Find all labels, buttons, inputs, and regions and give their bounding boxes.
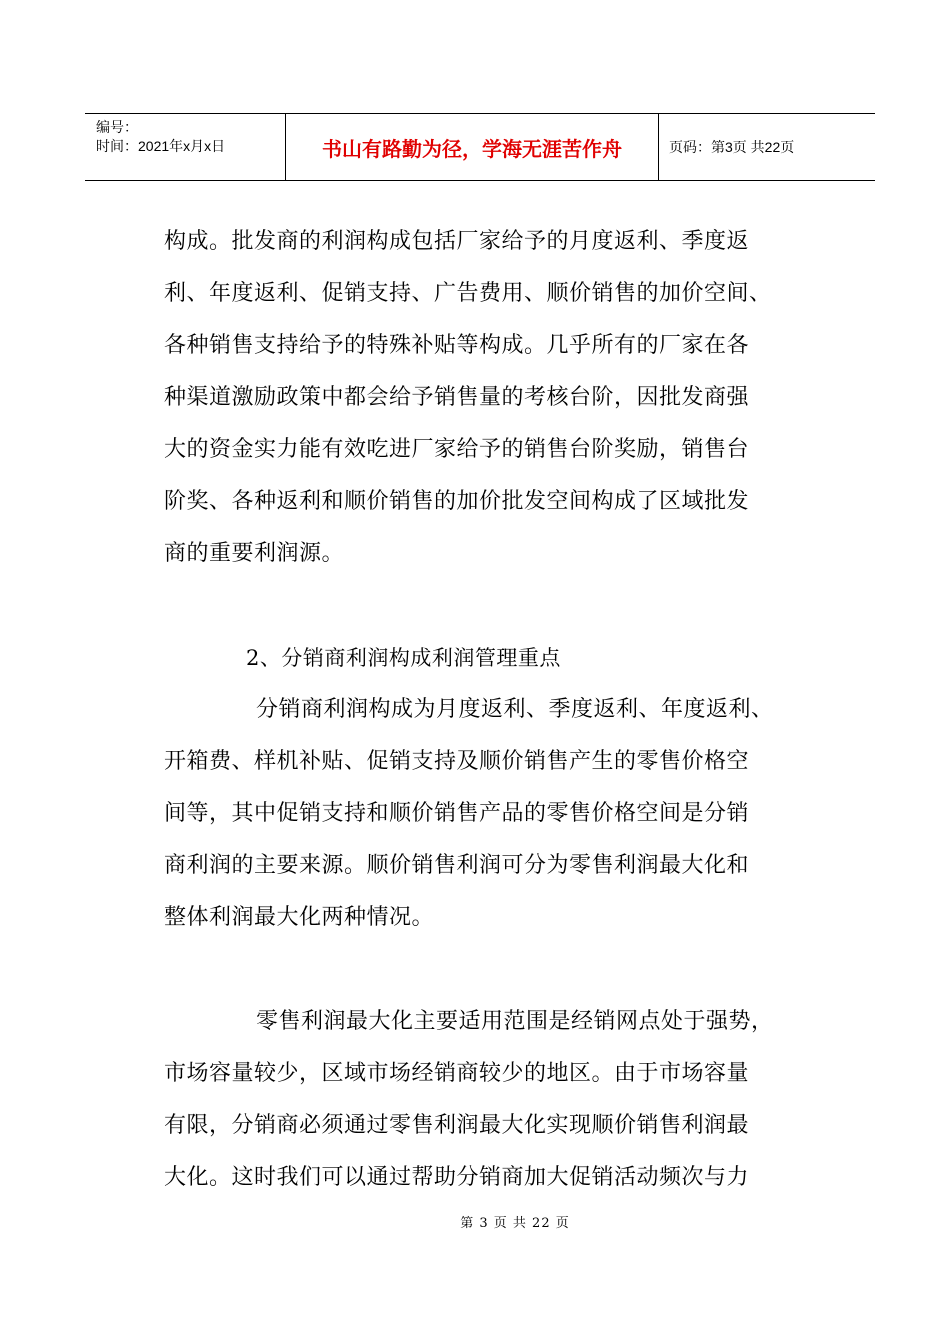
paragraph-line: 开箱费、样机补贴、促销支持及顺价销售产生的零售价格空 <box>164 749 750 774</box>
document-time-label: 时间：2021年x月x日 <box>96 138 226 154</box>
paragraph-line: 大化。这时我们可以通过帮助分销商加大促销活动频次与力 <box>164 1165 750 1190</box>
paragraph-line: 市场容量较少，区域市场经销商较少的地区。由于市场容量 <box>164 1061 750 1086</box>
header-page-info: 页码：第3页 共22页 <box>669 139 795 155</box>
header-meta-cell <box>85 114 286 180</box>
paragraph-line: 有限，分销商必须通过零售利润最大化实现顺价销售利润最 <box>164 1113 750 1138</box>
paragraph-line: 零售利润最大化主要适用范围是经销网点处于强势， <box>256 1009 774 1034</box>
page-footer <box>40 1212 950 1231</box>
paragraph-line: 大的资金实力能有效吃进厂家给予的销售台阶奖励，销售台 <box>164 437 750 462</box>
paragraph-line: 种渠道激励政策中都会给予销售量的考核台阶，因批发商强 <box>164 385 750 410</box>
paragraph-line: 构成。批发商的利润构成包括厂家给予的月度返利、季度返 <box>164 229 750 254</box>
section-heading: 2、分销商利润构成利润管理重点 <box>246 646 561 670</box>
paragraph-line: 商利润的主要来源。顺价销售利润可分为零售利润最大化和 <box>164 853 750 878</box>
paragraph-line: 各种销售支持给予的特殊补贴等构成。几乎所有的厂家在各 <box>164 333 750 358</box>
footer-page-number: 第 3 页 共 22 页 <box>460 1216 570 1231</box>
document-header <box>85 113 875 181</box>
paragraph-line: 商的重要利润源。 <box>164 541 345 566</box>
paragraph-line: 利、年度返利、促销支持、广告费用、顺价销售的加价空间、 <box>164 281 772 306</box>
header-page-cell <box>659 114 875 180</box>
paragraph-line: 间等，其中促销支持和顺价销售产品的零售价格空间是分销 <box>164 801 750 826</box>
paragraph-line: 阶奖、各种返利和顺价销售的加价批发空间构成了区域批发 <box>164 489 750 514</box>
paragraph-line: 分销商利润构成为月度返利、季度返利、年度返利、 <box>256 697 774 722</box>
header-motto-cell <box>286 114 659 180</box>
document-number-label: 编号： <box>96 119 138 135</box>
header-motto: 书山有路勤为径，学海无涯苦作舟 <box>322 136 622 161</box>
paragraph-line: 整体利润最大化两种情况。 <box>164 905 435 930</box>
